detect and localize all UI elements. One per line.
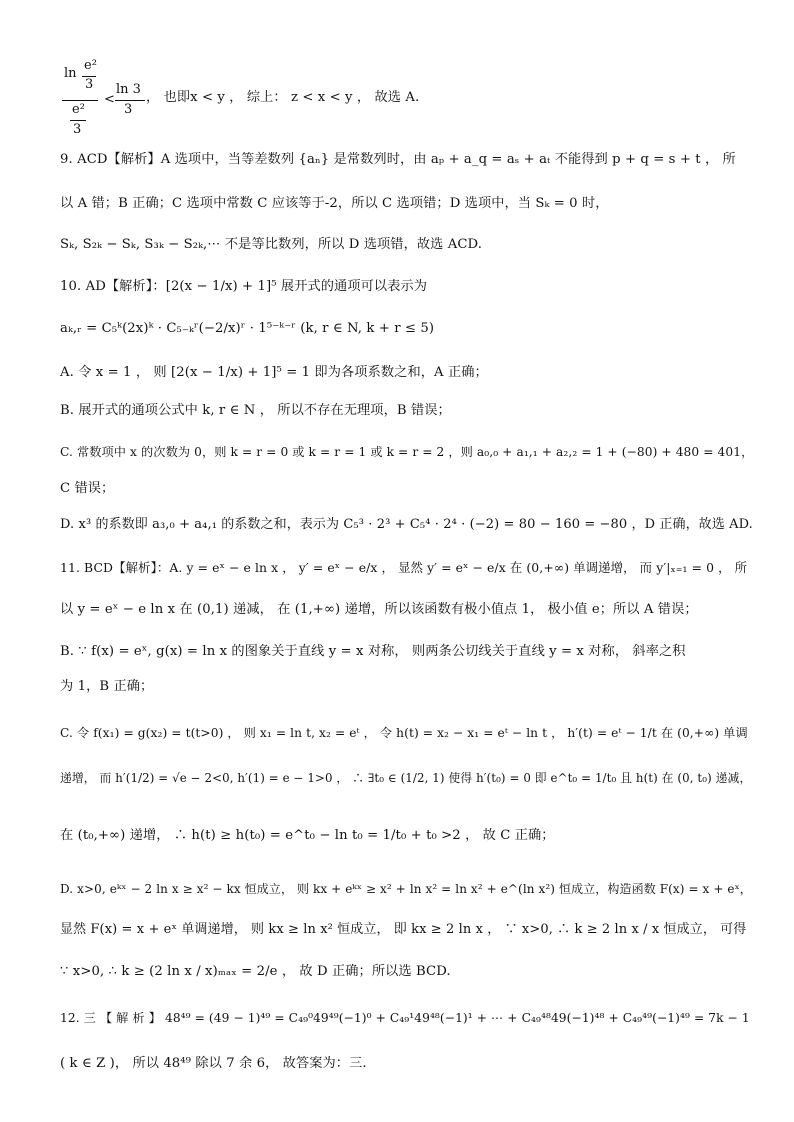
text-line-1: ， 也即x < y ， 综上： z < x < y ， 故选 A. bbox=[146, 90, 420, 105]
text-line-17: 递增， 而 h′(1/2) = √e − 2<0, h′(1) = e − 1>0 ， ∴ ∃t₀ ∈ (1/2, 1) 使得 h′(t₀) = 0 即 e^t₀ = 1/t₀ 且 h(t) 在 (0, t₀) 递减， bbox=[60, 771, 752, 785]
fraction-top-denominator: 3 bbox=[85, 77, 94, 92]
text-line-20: 显然 F(x) = x + eˣ 单调递增， 则 kx ≥ ln x² 恒成立， 即 kx ≥ 2 ln x ， ∵ x>0, ∴ k ≥ 2 ln x / x 恒成立， 可得 bbox=[60, 922, 747, 937]
fraction-rhs-denominator: 3 bbox=[124, 102, 133, 117]
text-line-8: B. 展开式的通项公式中 k, r ∈ N ， 所以不存在无理项，B 错误； bbox=[60, 403, 451, 418]
text-line-18: 在 (t₀,+∞) 递增， ∴ h(t) ≥ h(t₀) = e^t₀ − ln t₀ = 1/t₀ + t₀ >2 ， 故 C 正确； bbox=[60, 828, 555, 843]
text-line-21: ∵ x>0, ∴ k ≥ (2 ln x / x)ₘₐₓ = 2/e ， 故 D 正确；所以选 BCD. bbox=[60, 964, 451, 979]
text-line-5: 10. AD【解析】：[2(x − 1/x) + 1]⁵ 展开式的通项可以表示为 bbox=[60, 279, 428, 294]
text-line-19: D. x>0, eᵏˣ − 2 ln x ≥ x² − kx 恒成立， 则 kx + eᵏˣ ≥ x² + ln x² = ln x² + e^(ln x²) 恒成立，构造函数 F(x) = x + eˣ， bbox=[60, 882, 752, 896]
text-line-7: A. 令 x = 1 ， 则 [2(x − 1/x) + 1]⁵ = 1 即为各项系数之和，A 正确； bbox=[60, 365, 488, 380]
opening-fraction-inequality bbox=[60, 58, 148, 142]
fraction-relation: < bbox=[104, 92, 115, 107]
fraction-bottom-numerator: e² bbox=[72, 102, 85, 117]
fraction-ln-prefix: ln bbox=[64, 66, 77, 81]
fraction-bottom-denominator: 3 bbox=[73, 122, 82, 137]
text-line-3: 以 A 错；B 正确；C 选项中常数 C 应该等于-2，所以 C 选项错；D 选项中，当 Sₖ = 0 时， bbox=[60, 196, 609, 211]
text-line-13: 以 y = eˣ − e ln x 在 (0,1) 递减， 在 (1,+∞) 递增，所以该函数有极小值点 1， 极小值 e；所以 A 错误； bbox=[60, 602, 698, 617]
text-line-15: 为 1，B 正确； bbox=[60, 679, 154, 694]
text-line-10: C 错误； bbox=[60, 481, 115, 496]
text-line-2: 9. ACD【解析】A 选项中，当等差数列 {aₙ} 是常数列时，由 aₚ + a_q = aₛ + aₜ 不能得到 p + q = s + t ， 所 bbox=[60, 152, 736, 167]
text-line-4: Sₖ, S₂ₖ − Sₖ, S₃ₖ − S₂ₖ,⋯ 不是等比数列，所以 D 选项错，故选 ACD. bbox=[60, 237, 483, 252]
text-line-16: C. 令 f(x₁) = g(x₂) = t(t>0) ， 则 x₁ = ln t, x₂ = eᵗ ， 令 h(t) = x₂ − x₁ = eᵗ − ln t ， h′(t) = eᵗ − 1/t 在 (0,+∞) 单调 bbox=[60, 726, 748, 740]
text-line-22: 12. 三 【 解 析 】 48⁴⁹ = (49 − 1)⁴⁹ = C₄₉⁰49⁴⁹(−1)⁰ + C₄₉¹49⁴⁸(−1)¹ + ⋯ + C₄₉⁴⁸49(−1)⁴⁸ + C₄₉⁴⁹(−1)⁴⁹ = 7k − 1 bbox=[60, 1011, 750, 1025]
text-line-12: 11. BCD【解析】：A. y = eˣ − e ln x ， y′ = eˣ − e/x ， 显然 y′ = eˣ − e/x 在 (0,+∞) 单调递增， 而 y′|ₓ₌₁ = 0 ， 所 bbox=[60, 560, 748, 575]
fraction-top-numerator: e² bbox=[84, 58, 97, 73]
text-line-23: ( k ∈ Z )， 所以 48⁴⁹ 除以 7 余 6， 故答案为：三. bbox=[60, 1056, 367, 1071]
text-line-6: aₖ,ᵣ = C₅ᵏ(2x)ᵏ · C₅₋ₖʳ(−2/x)ʳ · 1⁵⁻ᵏ⁻ʳ (k, r ∈ N, k + r ≤ 5) bbox=[60, 321, 435, 336]
text-line-11: D. x³ 的系数即 a₃,₀ + a₄,₁ 的系数之和，表示为 C₅³ · 2³ + C₅⁴ · 2⁴ · (−2) = 80 − 160 = −80 ，D 正确，故选 AD. bbox=[60, 517, 753, 532]
fraction-rhs-numerator: ln 3 bbox=[116, 82, 141, 97]
text-line-9: C. 常数项中 x 的次数为 0，则 k = r = 0 或 k = r = 1 或 k = r = 2 ，则 a₀,₀ + a₁,₁ + a₂,₂ = 1 + (−80) + 480 = 401， bbox=[60, 445, 754, 459]
text-line-14: B. ∵ f(x) = eˣ, g(x) = ln x 的图象关于直线 y = x 对称， 则两条公切线关于直线 y = x 对称， 斜率之积 bbox=[60, 644, 686, 659]
